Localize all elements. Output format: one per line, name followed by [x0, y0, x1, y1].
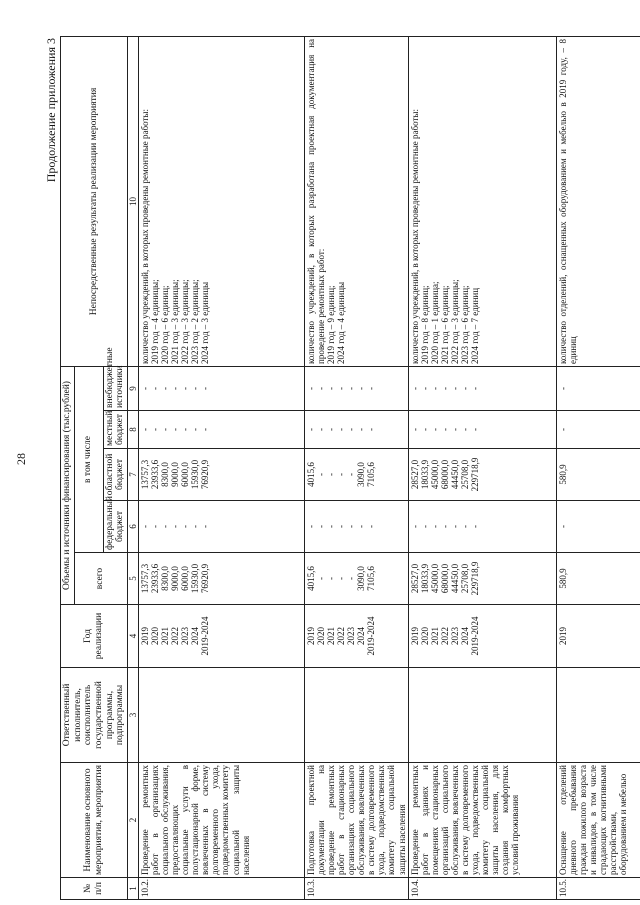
row-number: 10.4.	[408, 878, 556, 900]
regional-values-line: 9000,0	[170, 462, 181, 487]
col-index: 4	[127, 605, 138, 668]
federal-values-line: -	[315, 525, 326, 528]
extra-values-line: -	[439, 387, 450, 390]
total-values-line: -	[346, 577, 357, 580]
regional-values-line: -	[336, 473, 347, 476]
result-line: 2024 год – 7 единиц	[470, 287, 481, 364]
header-name: Наименование основного мероприятия, мероприятия	[61, 763, 128, 878]
row-number: 10.5.	[556, 878, 640, 900]
federal-values	[138, 501, 304, 553]
extra-values	[556, 366, 640, 410]
local-values-line: -	[180, 428, 191, 431]
extra-values	[138, 366, 304, 410]
local-values-line: -	[557, 428, 568, 431]
local-values	[556, 411, 640, 449]
local-values-line: -	[149, 428, 160, 431]
header-total: всего	[74, 553, 127, 605]
federal-values-line: -	[366, 525, 377, 528]
col-index: 6	[127, 501, 138, 553]
total-values-line: -	[325, 577, 336, 580]
col-index: 3	[127, 668, 138, 763]
result-line: 2022 год – 3 единицы;	[449, 279, 460, 364]
responsible	[138, 668, 304, 763]
header-responsible: Ответственный исполнитель, соисполнитель государственной программы, подпрограммы	[61, 668, 128, 763]
year-list	[304, 605, 408, 668]
total-values-line: 3090,0	[356, 566, 367, 591]
federal-values	[556, 501, 640, 553]
local-values-line: -	[190, 428, 201, 431]
regional-values-line: -	[346, 473, 357, 476]
local-values	[408, 411, 556, 449]
table-row	[304, 36, 408, 899]
total-values-line: 68000,0	[439, 563, 450, 594]
result-line: 2019 год – 9 единиц;	[325, 285, 336, 364]
result-text	[138, 36, 304, 366]
extra-values-line: -	[346, 387, 357, 390]
header-volume: Объемы и источники финансирования (тыс.рублей)	[61, 366, 75, 604]
year-list-line: 2020	[315, 627, 326, 645]
header-local: местный бюджет	[103, 411, 127, 449]
regional-values-line: -	[325, 473, 336, 476]
regional-values-line: 28527,0	[409, 459, 420, 490]
regional-values-line: 4015,6	[305, 462, 316, 487]
result-text	[556, 36, 640, 366]
year-list-line: 2019-2024	[200, 616, 211, 656]
event-name: Подготовка проектной документации на проведение ремонтных работ в стационарных организациях социального обслуживания, вовлеченных в систему долговременного ухода, подведомственных комитету социальной защиты населения	[304, 763, 408, 878]
total-values-line: 13757,3	[139, 563, 150, 594]
local-values-line: -	[346, 428, 357, 431]
regional-values-line: 7105,6	[366, 462, 377, 487]
financing-table	[60, 36, 640, 900]
federal-values-line: -	[159, 525, 170, 528]
federal-values-line: -	[419, 525, 430, 528]
year-list-line: 2022	[336, 627, 347, 645]
federal-values-line: -	[190, 525, 201, 528]
local-values-line: -	[336, 428, 347, 431]
total-values-line: 28527,0	[409, 563, 420, 594]
total-values-line: 580,9	[557, 568, 568, 589]
col-index: 9	[127, 366, 138, 410]
federal-values-line: -	[460, 525, 470, 528]
federal-values-line: -	[356, 525, 367, 528]
regional-values-line: 580,9	[557, 464, 568, 485]
extra-values-line: -	[470, 387, 481, 390]
total-values-line: 6000,0	[180, 566, 191, 591]
regional-values-line: -	[315, 473, 326, 476]
extra-values-line: -	[460, 387, 470, 390]
year-list-line: 2020	[149, 627, 160, 645]
total-values-line: 18033,9	[419, 563, 430, 594]
year-list-line: 2023	[346, 627, 357, 645]
total-values-line: 229718,9	[470, 561, 481, 596]
year-list-line: 2019	[139, 627, 150, 645]
extra-values-line: -	[356, 387, 367, 390]
year-list-line: 2024	[190, 627, 201, 645]
extra-values-line: -	[200, 387, 211, 390]
regional-values-line: 8300,0	[159, 462, 170, 487]
regional-values-line: 25708,0	[460, 459, 470, 490]
year-list-line: 2019	[557, 627, 568, 645]
local-values-line: -	[159, 428, 170, 431]
year-list-line: 2023	[180, 627, 191, 645]
federal-values-line: -	[139, 525, 150, 528]
regional-values-line: 229718,9	[470, 457, 481, 492]
local-values-line: -	[460, 428, 470, 431]
total-values-line: 15930,0	[190, 563, 201, 594]
responsible	[556, 668, 640, 763]
year-list-line: 2019	[305, 627, 316, 645]
regional-values-line: 23933,6	[149, 459, 160, 490]
table-row	[556, 36, 640, 899]
column-index-row	[127, 36, 138, 899]
federal-values	[304, 501, 408, 553]
event-name: Оснащение отделений дневного пребывания граждан пожилого возраста и инвалидов, в том числе страдающих когнитивными расстройствами, оборудованием и мебелью	[556, 763, 640, 878]
year-list-line: 2021	[429, 627, 440, 645]
regional-values-line: 44450,0	[449, 459, 460, 490]
federal-values-line: -	[180, 525, 191, 528]
result-line: 2024 год – 4 единицы	[336, 281, 347, 364]
local-values-line: -	[470, 428, 481, 431]
federal-values-line: -	[439, 525, 450, 528]
result-line: 2021 год – 3 единицы;	[170, 279, 181, 364]
result-text	[304, 36, 408, 366]
year-list-line: 2024	[356, 627, 367, 645]
extra-values	[304, 366, 408, 410]
header-including: в том числе	[74, 366, 103, 552]
extra-values-line: -	[419, 387, 430, 390]
year-list-line: 2020	[419, 627, 430, 645]
extra-values-line: -	[180, 387, 191, 390]
table-row	[408, 36, 556, 899]
extra-values-line: -	[149, 387, 160, 390]
total-values-line: -	[336, 577, 347, 580]
col-index: 2	[127, 763, 138, 878]
responsible	[304, 668, 408, 763]
local-values	[304, 411, 408, 449]
total-values-line: -	[315, 577, 326, 580]
total-values-line: 7105,6	[366, 566, 377, 591]
federal-values-line: -	[305, 525, 316, 528]
result-line: 2020 год – 1 единица;	[429, 281, 440, 364]
col-index: 10	[127, 36, 138, 366]
responsible	[408, 668, 556, 763]
extra-values	[408, 366, 556, 410]
local-values-line: -	[449, 428, 460, 431]
local-values-line: -	[419, 428, 430, 431]
federal-values-line: -	[470, 525, 481, 528]
extra-values-line: -	[557, 387, 568, 390]
header-num: № п/п	[61, 878, 128, 900]
year-list-line: 2021	[325, 627, 336, 645]
year-list-line: 2019	[409, 627, 420, 645]
regional-values	[408, 449, 556, 501]
federal-values-line: -	[200, 525, 211, 528]
total-values	[408, 553, 556, 605]
local-values-line: -	[356, 428, 367, 431]
local-values-line: -	[429, 428, 440, 431]
extra-values-line: -	[429, 387, 440, 390]
extra-values-line: -	[409, 387, 420, 390]
federal-values-line: -	[409, 525, 420, 528]
extra-values-line: -	[170, 387, 181, 390]
local-values	[138, 411, 304, 449]
regional-values-line: 68000,0	[439, 459, 450, 490]
federal-values-line: -	[336, 525, 347, 528]
total-values-line: 44450,0	[449, 563, 460, 594]
result-line: 2023 год – 6 единиц;	[460, 285, 470, 364]
total-values-line: 4015,6	[305, 566, 316, 591]
federal-values	[408, 501, 556, 553]
result-line: 2019 год – 4 единицы;	[149, 279, 160, 364]
result-line: 2021 год – 6 единиц;	[439, 285, 450, 364]
result-text	[408, 36, 556, 366]
extra-values-line: -	[159, 387, 170, 390]
extra-values-line: -	[366, 387, 377, 390]
regional-values-line: 3090,0	[356, 462, 367, 487]
col-index: 1	[127, 878, 138, 900]
result-line: количество учреждений, в которых разработана проектная документация на проведение ремонтных работ:	[305, 38, 326, 364]
header-extra: внебюджетные источники	[103, 366, 127, 410]
result-line: 2022 год – 3 единицы;	[180, 279, 191, 364]
total-values-line: 23933,6	[149, 563, 160, 594]
local-values-line: -	[305, 428, 316, 431]
total-values	[138, 553, 304, 605]
year-list-line: 2021	[159, 627, 170, 645]
regional-values-line: 6000,0	[180, 462, 191, 487]
year-list-line: 2022	[439, 627, 450, 645]
year-list-line: 2024	[460, 627, 470, 645]
federal-values-line: -	[149, 525, 160, 528]
federal-values-line: -	[325, 525, 336, 528]
regional-values-line: 13757,3	[139, 459, 150, 490]
header-federal: федеральный бюджет	[103, 501, 127, 553]
total-values-line: 25708,0	[460, 563, 470, 594]
col-index: 8	[127, 411, 138, 449]
federal-values-line: -	[557, 525, 568, 528]
total-values-line: 76920,9	[200, 563, 211, 594]
extra-values-line: -	[315, 387, 326, 390]
regional-values-line: 18033,9	[419, 459, 430, 490]
regional-values	[556, 449, 640, 501]
header-regional: областной бюджет	[103, 449, 127, 501]
local-values-line: -	[139, 428, 150, 431]
page-number: 28	[14, 453, 28, 465]
regional-values	[138, 449, 304, 501]
extra-values-line: -	[325, 387, 336, 390]
result-line: количество учреждений, в которых проведены ремонтные работы:	[139, 109, 150, 364]
table-row	[138, 36, 304, 899]
row-number: 10.3.	[304, 878, 408, 900]
result-line: 2019 год – 8 единиц;	[419, 285, 430, 364]
result-line: 2023 год – 2 единицы;	[190, 279, 201, 364]
year-list-line: 2022	[170, 627, 181, 645]
local-values-line: -	[409, 428, 420, 431]
total-values-line: 8300,0	[159, 566, 170, 591]
regional-values	[304, 449, 408, 501]
result-line: 2020 год – 6 единиц;	[159, 285, 170, 364]
regional-values-line: 15930,0	[190, 459, 201, 490]
extra-values-line: -	[305, 387, 316, 390]
federal-values-line: -	[429, 525, 440, 528]
regional-values-line: 76920,9	[200, 459, 211, 490]
result-line: 2024 год – 3 единицы	[200, 281, 211, 364]
federal-values-line: -	[449, 525, 460, 528]
year-list	[556, 605, 640, 668]
event-name: Проведение ремонтных работ в зданиях и помещениях стационарных организаций социального обслуживания, вовлеченных в систему долговременного ухода, подведомственных комитету социальной защиты населения, для создания комфортных условий проживания	[408, 763, 556, 878]
event-name: Проведение ремонтных работ в организациях социального обслуживания, предоставляющих социальные услуги в полустационарной форме, вовлеченных в систему долговременного ухода, подведомственных комитету социальной защиты населения	[138, 763, 304, 878]
local-values-line: -	[325, 428, 336, 431]
federal-values-line: -	[346, 525, 357, 528]
local-values-line: -	[366, 428, 377, 431]
regional-values-line: 45000,0	[429, 459, 440, 490]
result-line: количество учреждений, в которых проведены ремонтные работы:	[409, 109, 420, 364]
header-year: Год реализации	[61, 605, 128, 668]
total-values	[556, 553, 640, 605]
local-values-line: -	[170, 428, 181, 431]
extra-values-line: -	[190, 387, 201, 390]
local-values-line: -	[439, 428, 450, 431]
total-values-line: 45000,0	[429, 563, 440, 594]
year-list	[408, 605, 556, 668]
federal-values-line: -	[170, 525, 181, 528]
result-line: количество отделений, оснащенных оборудованием и мебелью в 2019 году, – 8 единиц	[557, 38, 578, 364]
extra-values-line: -	[336, 387, 347, 390]
col-index: 5	[127, 553, 138, 605]
local-values-line: -	[200, 428, 211, 431]
year-list	[138, 605, 304, 668]
total-values-line: 9000,0	[170, 566, 181, 591]
year-list-line: 2019-2024	[366, 616, 377, 656]
extra-values-line: -	[449, 387, 460, 390]
year-list-line: 2019-2024	[470, 616, 481, 656]
local-values-line: -	[315, 428, 326, 431]
year-list-line: 2023	[449, 627, 460, 645]
total-values	[304, 553, 408, 605]
header-results: Непосредственные результаты реализации мероприятия	[61, 36, 128, 366]
extra-values-line: -	[139, 387, 150, 390]
continuation-label: Продолжение приложения 3	[44, 38, 58, 183]
row-number: 10.2.	[138, 878, 304, 900]
col-index: 7	[127, 449, 138, 501]
